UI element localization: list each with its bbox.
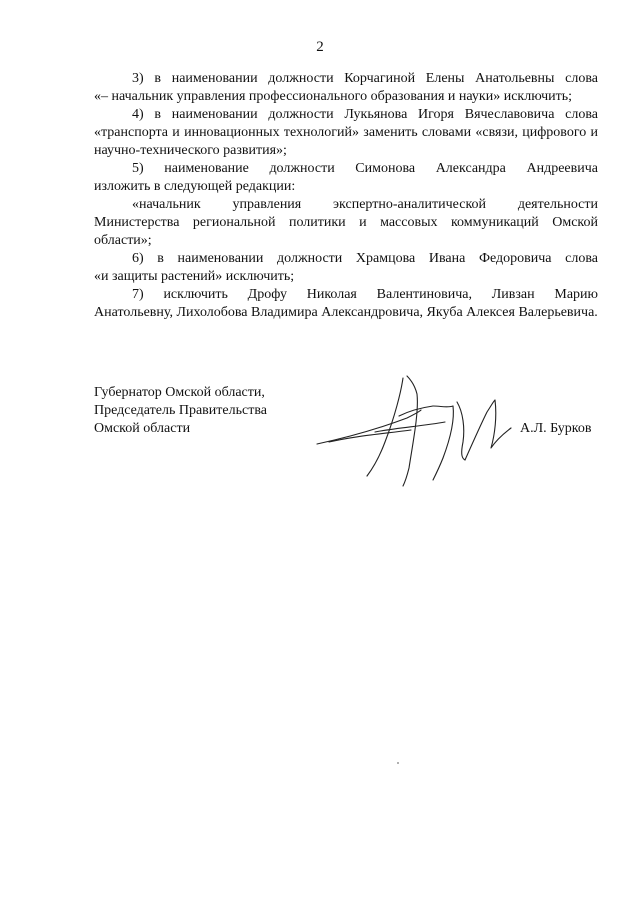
paragraph-item-4 <box>94 106 598 160</box>
paragraph-item-5-quote <box>94 196 598 250</box>
paragraph-first-line: 5) наименование должности Симонова Александра Андреевича <box>132 161 598 176</box>
paragraph-item-6 <box>94 250 598 286</box>
scan-speck <box>397 762 399 764</box>
page-number: 2 <box>316 39 324 55</box>
handwritten-signature <box>315 372 525 492</box>
paragraph-continuation: Анатольевну, Лихолобова Владимира Александровича, Якуба Алексея Валерьевича. <box>94 305 598 320</box>
signatory-title-line: Омской области <box>94 421 191 436</box>
paragraph-continuation: «– начальник управления профессионального образования и науки» исключить; <box>94 89 573 104</box>
paragraph-first-line: «начальник управления экспертно-аналитической деятельности <box>132 197 598 212</box>
paragraph-item-3 <box>94 70 598 106</box>
paragraph-first-line: 6) в наименовании должности Храмцова Ивана Федоровича слова <box>132 251 598 266</box>
signatory-title-line: Председатель Правительства <box>94 403 267 418</box>
paragraph-continuation: изложить в следующей редакции: <box>94 179 296 194</box>
paragraph-first-line: 7) исключить Дрофу Николая Валентиновича, Ливзан Марию <box>132 287 598 302</box>
paragraph-item-7 <box>94 286 598 322</box>
paragraph-continuation: «транспорта и инновационных технологий» заменить словами «связи, цифрового и научно-технического развития»; <box>94 125 598 158</box>
paragraph-continuation: «и защиты растений» исключить; <box>94 269 295 284</box>
paragraph-item-5 <box>94 160 598 196</box>
paragraph-first-line: 4) в наименовании должности Лукьянова Игоря Вячеславовича слова <box>132 107 598 122</box>
document-body <box>94 70 598 322</box>
signer-name: А.Л. Бурков <box>520 421 592 436</box>
paragraph-continuation: Министерства региональной политики и массовых коммуникаций Омской области»; <box>94 215 598 248</box>
signatory-title <box>94 384 267 438</box>
paragraph-first-line: 3) в наименовании должности Корчагиной Елены Анатольевны слова <box>132 71 598 86</box>
signatory-title-line: Губернатор Омской области, <box>94 385 265 400</box>
